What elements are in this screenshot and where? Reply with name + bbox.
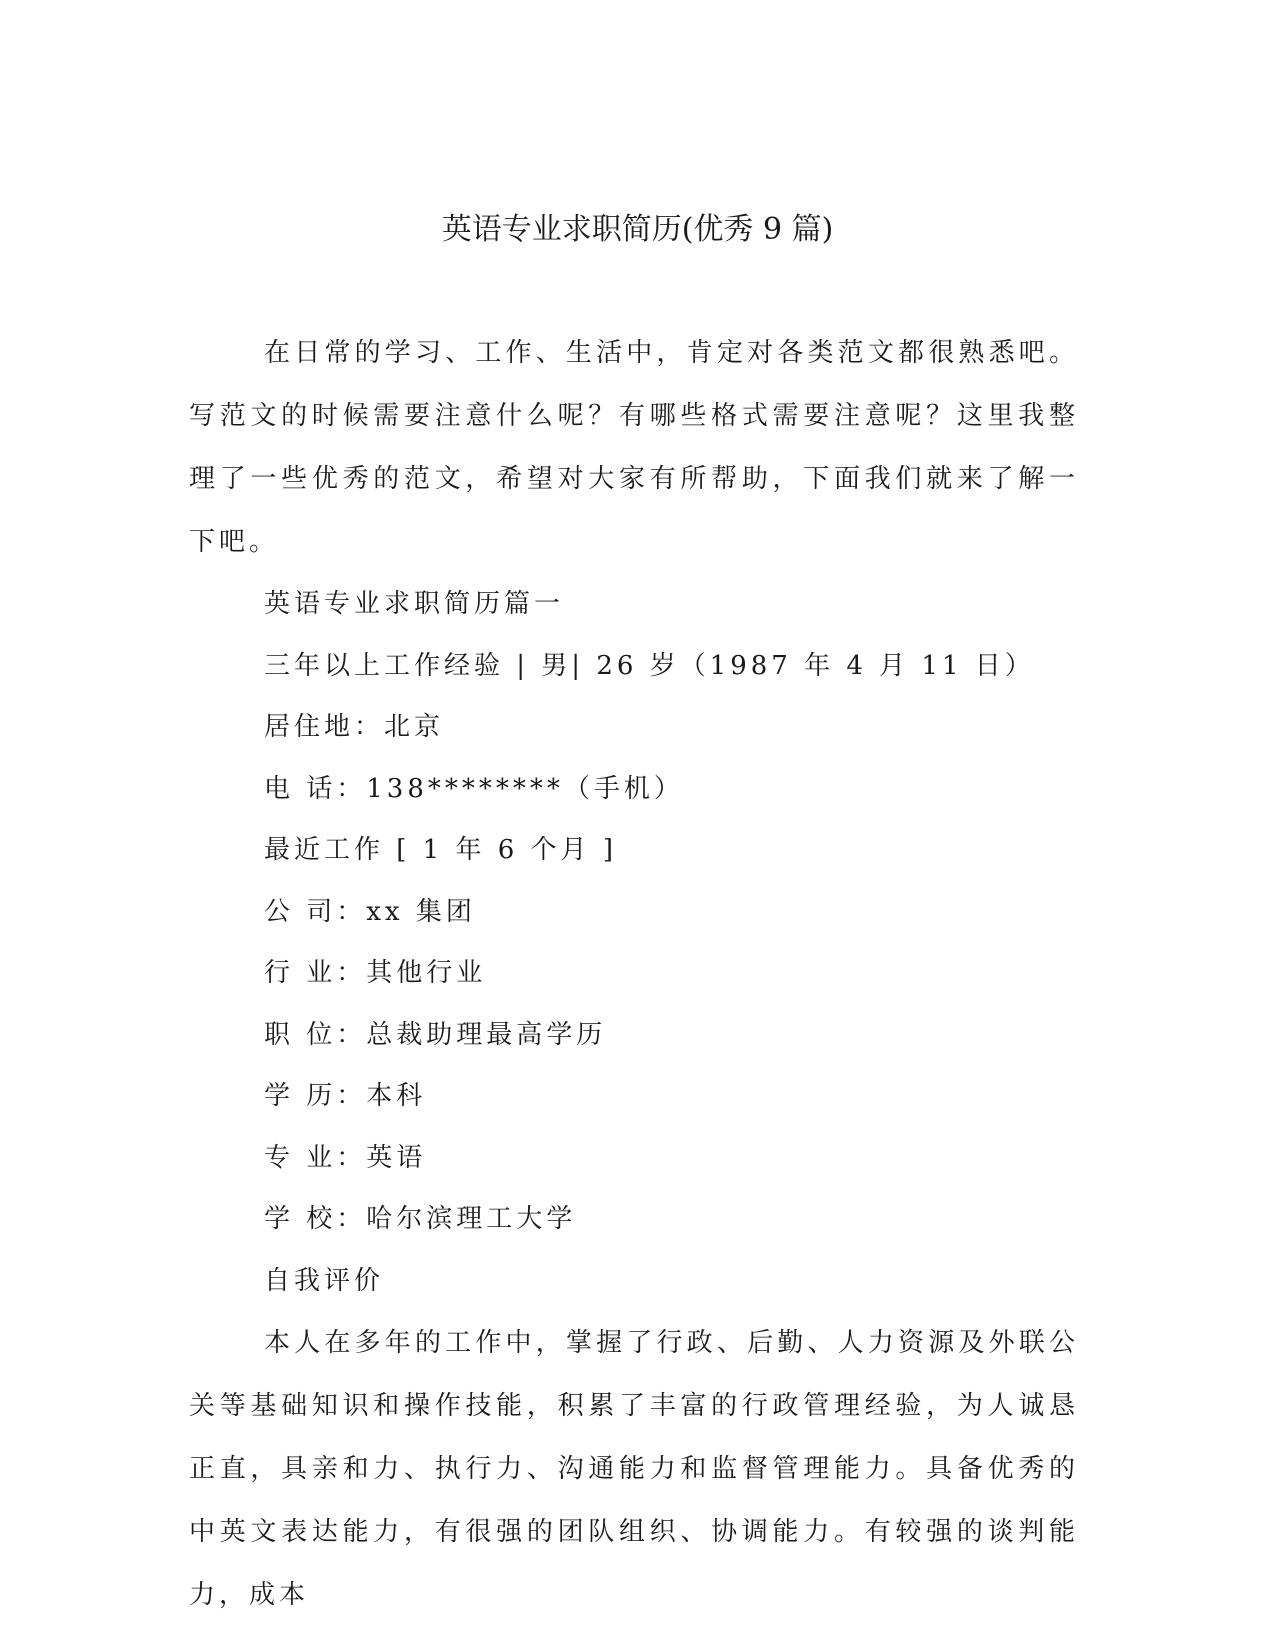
section-heading: 英语专业求职简历篇一 [264, 589, 565, 619]
info-residence: 居住地：北京 [264, 712, 445, 742]
self-eval-paragraph: 本人在多年的工作中，掌握了行政、后勤、人力资源及外联公关等基础知识和操作技能，积累了丰富的行政管理经验，为人诚恳正直，具亲和力、执行力、沟通能力和监督管理能力。具备优秀的中英文表达能力，有很强的团队组织、协调能力。有较强的谈判能力，成本 [189, 1328, 1079, 1610]
info-school: 学 校：哈尔滨理工大学 [264, 1204, 577, 1234]
info-position: 职 位：总裁助理最高学历 [264, 1019, 607, 1050]
document-body [189, 322, 1079, 1627]
info-company: 公 司：xx 集团 [264, 896, 476, 927]
intro-paragraph: 在日常的学习、工作、生活中，肯定对各类范文都很熟悉吧。写范文的时候需要注意什么呢？有哪些格式需要注意呢？这里我整理了一些优秀的范文，希望对大家有所帮助，下面我们就来了解一下吧。 [189, 338, 1079, 557]
self-eval-heading: 自我评价 [264, 1265, 385, 1296]
info-major: 专 业：英语 [264, 1142, 427, 1173]
info-industry: 行 业：其他行业 [264, 958, 487, 988]
info-recent-work: 最近工作 [ 1 年 6 个月 ] [264, 835, 617, 865]
info-education: 学 历：本科 [264, 1081, 427, 1111]
info-experience: 三年以上工作经验 | 男| 26 岁（1987 年 4 月 11 日） [264, 650, 1035, 681]
document-title: 英语专业求职简历(优秀 9 篇) [441, 212, 834, 247]
info-phone: 电 话：138********（手机） [264, 773, 684, 804]
